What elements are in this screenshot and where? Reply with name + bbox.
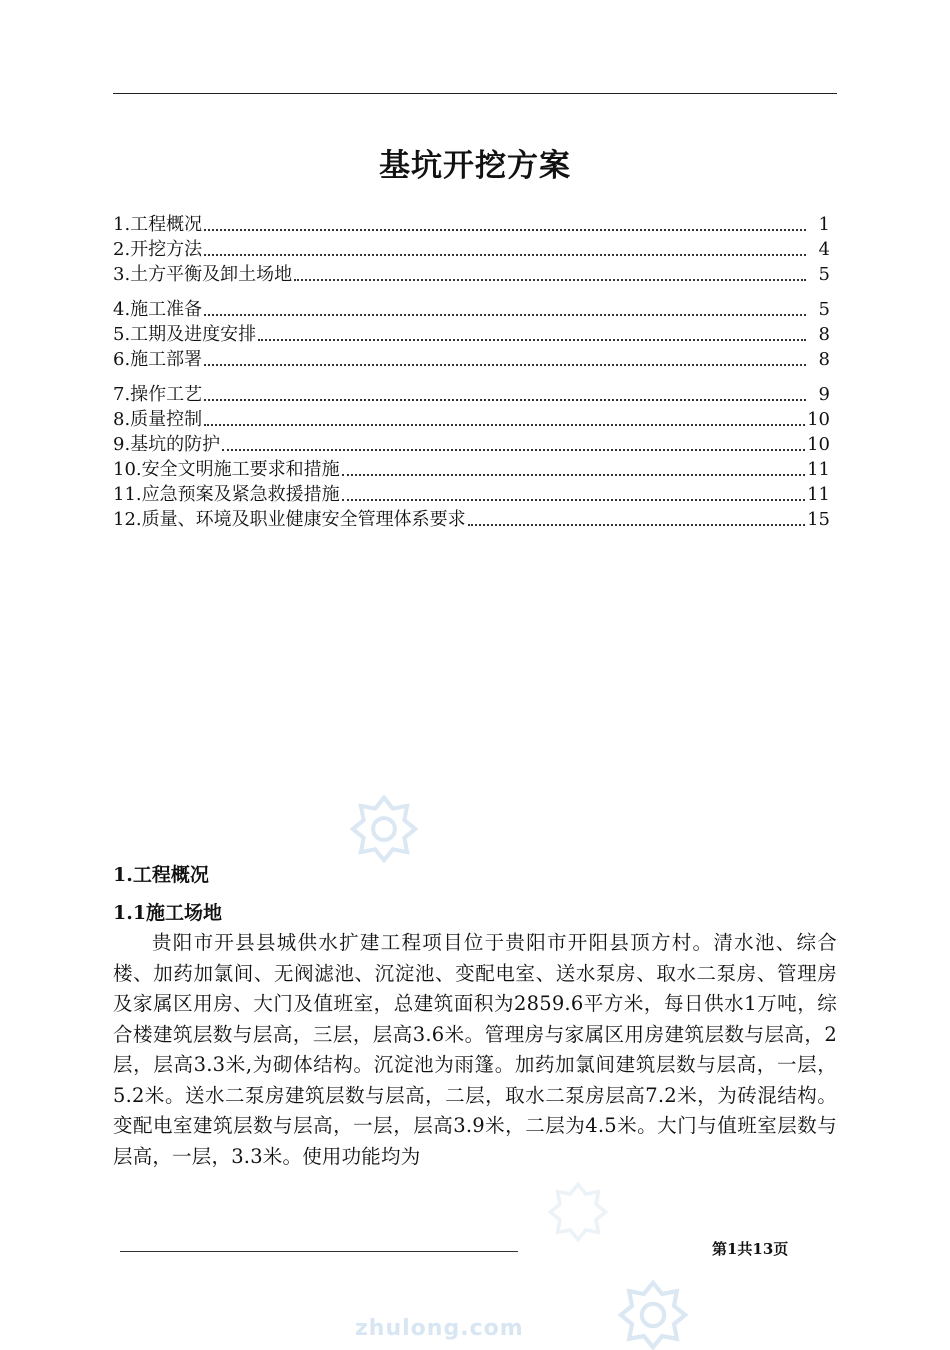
toc-leader-dots	[204, 215, 806, 231]
subsection-heading: 1.1施工场地	[113, 902, 223, 924]
header-rule	[113, 93, 837, 94]
toc-leader-dots	[204, 240, 806, 256]
toc-entry[interactable]	[113, 407, 830, 432]
toc-entry-page: 10	[807, 434, 830, 455]
toc-entry[interactable]	[113, 237, 830, 262]
toc-entry-label: 12.质量、环境及职业健康安全管理体系要求	[113, 509, 466, 530]
toc-entry-page: 15	[807, 509, 830, 530]
table-of-contents	[113, 212, 830, 532]
toc-entry-label: 8.质量控制	[113, 409, 203, 430]
toc-leader-dots	[204, 350, 806, 366]
section-heading: 1.工程概况	[113, 864, 209, 886]
toc-entry-page: 11	[807, 459, 830, 480]
toc-entry-page: 11	[807, 484, 830, 505]
toc-entry[interactable]	[113, 382, 830, 407]
document-title: 基坑开挖方案	[379, 148, 571, 184]
toc-entry[interactable]	[113, 482, 830, 507]
toc-entry[interactable]	[113, 212, 830, 237]
toc-entry-label: 7.操作工艺	[113, 384, 203, 405]
toc-entry-label: 6.施工部署	[113, 349, 203, 370]
toc-entry[interactable]	[113, 322, 830, 347]
toc-entry-page: 5	[818, 264, 830, 285]
toc-entry[interactable]	[113, 262, 830, 287]
toc-entry-page: 9	[818, 384, 830, 405]
toc-entry-label: 5.工期及进度安排	[113, 324, 257, 345]
watermark-text: zhulong.com	[355, 1316, 524, 1341]
toc-leader-dots	[204, 385, 806, 401]
toc-entry-label: 4.施工准备	[113, 299, 203, 320]
snowflake-watermark-icon	[618, 1280, 688, 1350]
toc-entry[interactable]	[113, 507, 830, 532]
page-number: 第1共13页	[712, 1240, 789, 1258]
toc-entry[interactable]	[113, 347, 830, 372]
toc-entry-label: 1.工程概况	[113, 214, 203, 235]
snowflake-watermark-icon	[350, 795, 418, 863]
toc-entry-page: 5	[818, 299, 830, 320]
toc-entry-page: 8	[818, 324, 830, 345]
toc-entry[interactable]	[113, 457, 830, 482]
toc-entry[interactable]	[113, 297, 830, 322]
toc-entry-page: 4	[818, 239, 830, 260]
toc-entry-label: 11.应急预案及紧急救援措施	[113, 484, 340, 505]
toc-leader-dots	[204, 410, 805, 426]
toc-entry-label: 3.土方平衡及卸土场地	[113, 264, 293, 285]
body-paragraph: 贵阳市开县县城供水扩建工程项目位于贵阳市开阳县顶方村。清水池、综合楼、加药加氯间、无阀滤池、沉淀池、变配电室、送水泵房、取水二泵房、管理房及家属区用房、大门及值班室，总建筑面积为2859.6平方米，每日供水1万吨，综合楼建筑层数与层高，三层，层高3.6米。管理房与家属区用房建筑层数与层高，2层，层高3.3米,为砌体结构。沉淀池为雨篷。加药加氯间建筑层数与层高，一层，5.2米。送水二泵房建筑层数与层高，二层，取水二泵房层高7.2米，为砖混结构。变配电室建筑层数与层高，一层，层高3.9米，二层为4.5米。大门与值班室层数与层高，一层，3.3米。使用功能均为	[113, 931, 837, 1168]
toc-entry[interactable]	[113, 432, 830, 457]
footer-rule	[120, 1251, 518, 1252]
toc-leader-dots	[342, 485, 805, 501]
toc-leader-dots	[468, 510, 805, 526]
toc-leader-dots	[258, 325, 806, 341]
toc-leader-dots	[204, 300, 806, 316]
toc-entry-page: 1	[818, 214, 830, 235]
toc-entry-label: 10.安全文明施工要求和措施	[113, 459, 340, 480]
toc-entry-label: 9.基坑的防护	[113, 434, 221, 455]
toc-leader-dots	[222, 435, 805, 451]
snowflake-watermark-icon	[548, 1182, 608, 1242]
toc-leader-dots	[294, 265, 806, 281]
toc-entry-label: 2.开挖方法	[113, 239, 203, 260]
toc-entry-page: 8	[818, 349, 830, 370]
toc-leader-dots	[342, 460, 805, 476]
toc-entry-page: 10	[807, 409, 830, 430]
